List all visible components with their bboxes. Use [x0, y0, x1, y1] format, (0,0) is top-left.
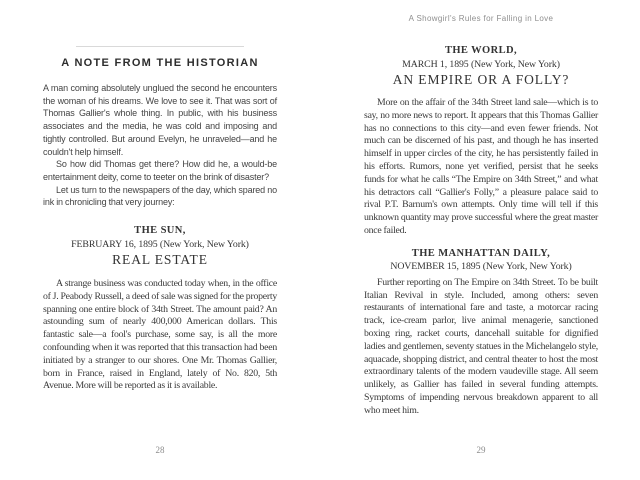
article-header-the-sun [43, 224, 277, 268]
historian-paragraph-3: Let us turn to the newspapers of the day, which spared no ink in chronicling that very journey: [43, 184, 277, 208]
historian-paragraph-2: So how did Thomas get there? How did he, a would-be entertainment deity, come to teeter on the brink of disaster? [43, 159, 277, 182]
article-body-manhattan-daily: Further reporting on The Empire on 34th Street. To be built Italian Revival in style. Included, among others: seven restaurants of international fare and taste, a motorcar racing track, ice-cream parlor, live animal menagerie, sanctioned boxing ring, racket courts, dancehall suitable for dignified ladies and gentlemen, seventy statues in the Michelangelo style, aquacade, shopping district, and central theater to host the most extraordinary talents of the modern vaudeville stage. All seem unlikely, as Gallier has failed in several funding attempts. Symptoms of impending nervous breakdown apparent to all who meet him. [364, 276, 598, 416]
article-body-the-world: More on the affair of the 34th Street land sale—which is to say, no more news to report. It appears that this Thomas Gallier has no connections to this city—and even fewer friends. Not much can be discerned of his past, and though he has inserted himself in upper circles of the city, he has persistently failed in his efforts. Rumors, none yet verified, persist that he seeks funds for what he calls “The Empire on 34th Street,” and what his detractors call “Gallier's Folly,” a pleasure palace said to rival P.T. Barnum's own attempts. Only time will tell if this unknown quantity may prove successful where the great master once failed. [364, 97, 598, 236]
newspaper-name: THE SUN, [134, 225, 186, 237]
page-number-left: 28 [155, 445, 165, 455]
newspaper-headline: REAL ESTATE [112, 252, 208, 268]
page-left [43, 0, 277, 480]
article-header-manhattan-daily [364, 247, 598, 274]
newspaper-headline: AN EMPIRE OR A FOLLY? [392, 72, 570, 87]
running-header: A Showgirl's Rules for Falling in Love [408, 14, 554, 23]
page-right [364, 0, 598, 480]
section-divider-rule [76, 46, 244, 47]
article-header-the-world [364, 44, 598, 88]
newspaper-dateline: MARCH 1, 1895 (New York, New York) [402, 58, 560, 70]
newspaper-name: THE MANHATTAN DAILY, [411, 247, 551, 259]
article-body-the-sun: A strange business was conducted today when, in the office of J. Peabody Russell, a deed of sale was signed for the property spanning one entire block of 34th Street. The amount paid? An astounding sum of nearly 400,000 American dollars. This fantastic sale—a fool's purchase, some say, is all the more confounding when it was reported that this transaction had been initiated by a stranger to our shores. One Mr. Thomas Gallier, born in France, raised in England, lately of No. 820, 5th Avenue. More will be reported as it is available. [43, 278, 277, 392]
newspaper-name: THE WORLD, [444, 45, 518, 56]
newspaper-dateline: NOVEMBER 15, 1895 (New York, New York) [390, 261, 572, 273]
historian-note-heading: A NOTE FROM THE HISTORIAN [61, 57, 259, 69]
historian-paragraph-1: A man coming absolutely unglued the second he encounters the woman of his dreams. We love to see it. That was sort of Thomas Gallier's whole thing. In public, with his business associates and the media, he was cold and imposing and tightly controlled. But around Evelyn, he unraveled—and he couldn't help himself. [43, 83, 277, 157]
page-number-right: 29 [476, 445, 486, 455]
newspaper-dateline: FEBRUARY 16, 1895 (New York, New York) [71, 238, 249, 250]
